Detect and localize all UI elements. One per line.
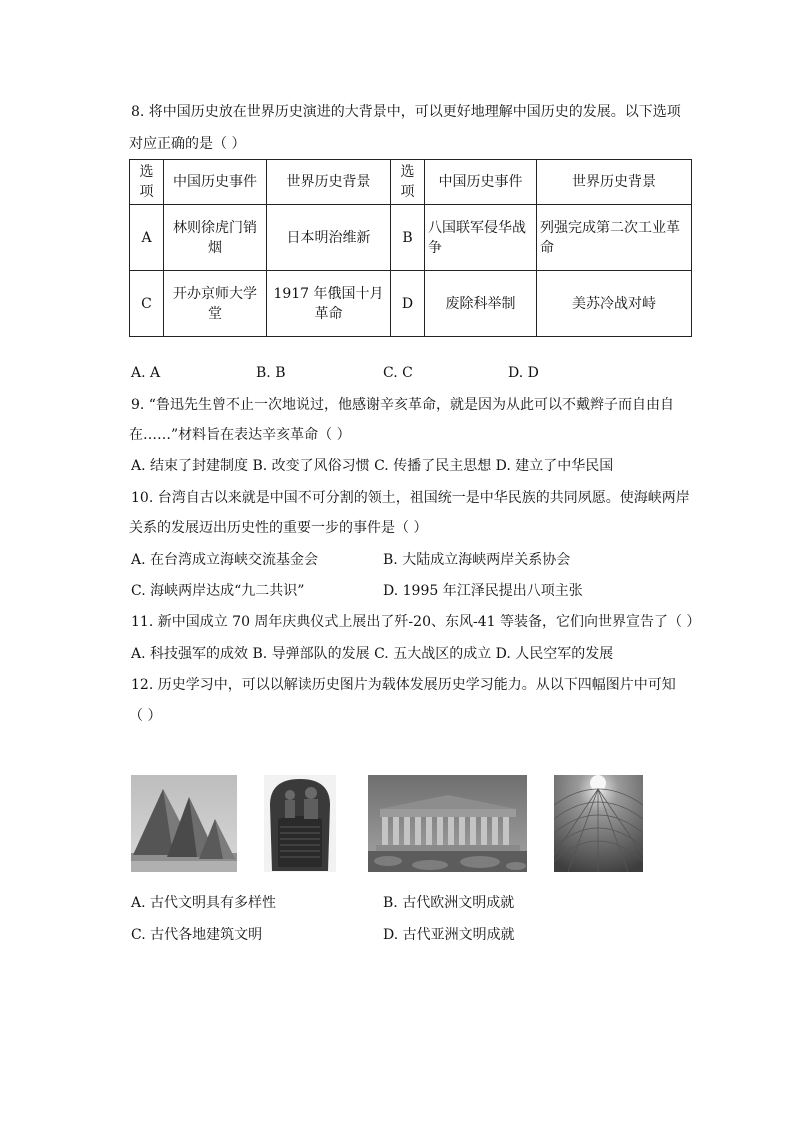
q8-option-b[interactable]: B. B [256, 365, 286, 381]
q12-option-b[interactable]: B. 古代欧洲文明成就 [383, 895, 515, 911]
table-cell: A [130, 205, 164, 271]
q11-stem: 11. 新中国成立 70 周年庆典仪式上展出了歼-20、东风-41 等装备，它们向世界宣告了（ ） [131, 614, 701, 630]
q10-option-d[interactable]: D. 1995 年江泽民提出八项主张 [383, 583, 583, 599]
table-cell: 日本明治维新 [267, 205, 391, 271]
q10-stem-line1: 10. 台湾自古以来就是中国不可分割的领土，祖国统一是中华民族的共同夙愿。使海峡两岸 [131, 490, 690, 506]
q8-stem-line1: 8. 将中国历史放在世界历史演进的大背景中，可以更好地理解中国历史的发展。以下选项 [131, 104, 681, 120]
table-cell: 美苏冷战对峙 [537, 271, 692, 337]
pantheon-dome-image [554, 775, 643, 872]
pyramids-image [131, 775, 237, 872]
q10-option-c[interactable]: C. 海峡两岸达成“九二共识” [131, 583, 305, 599]
q9-options[interactable]: A. 结束了封建制度 B. 改变了风俗习惯 C. 传播了民主思想 D. 建立了中华民国 [131, 458, 614, 474]
table-cell: 列强完成第二次工业革命 [537, 205, 692, 271]
table-header-cell: 选项 [391, 160, 425, 205]
table-header-cell: 中国历史事件 [164, 160, 267, 205]
table-cell: 废除科举制 [425, 271, 537, 337]
q12-stem-line2: （ ） [129, 708, 162, 724]
table-cell: 八国联军侵华战争 [425, 205, 537, 271]
table-cell: 开办京师大学堂 [164, 271, 267, 337]
table-header-row [130, 160, 692, 205]
table-cell: 1917 年俄国十月革命 [267, 271, 391, 337]
table-cell: C [130, 271, 164, 337]
q8-option-a[interactable]: A. A [131, 365, 161, 381]
table-row [130, 271, 692, 337]
q9-stem-line1: 9. “鲁迅先生曾不止一次地说过，他感谢辛亥革命，就是因为从此可以不戴辫子而自由自 [131, 397, 674, 413]
table-cell: 林则徐虎门销烟 [164, 205, 267, 271]
parthenon-image [368, 775, 527, 872]
hammurabi-stele-image [264, 775, 336, 872]
table-cell: D [391, 271, 425, 337]
table-header-cell: 选项 [130, 160, 164, 205]
q8-table [129, 159, 692, 337]
table-header-cell: 世界历史背景 [267, 160, 391, 205]
q12-option-d[interactable]: D. 古代亚洲文明成就 [383, 927, 515, 943]
q8-option-c[interactable]: C. C [383, 365, 413, 381]
q10-option-a[interactable]: A. 在台湾成立海峡交流基金会 [131, 552, 319, 568]
q9-stem-line2: 在……”材料旨在表达辛亥革命（ ） [129, 427, 351, 443]
q8-option-d[interactable]: D. D [508, 365, 539, 381]
table-header-cell: 中国历史事件 [425, 160, 537, 205]
q11-options[interactable]: A. 科技强军的成效 B. 导弹部队的发展 C. 五大战区的成立 D. 人民空军的发展 [131, 646, 614, 662]
table-row [130, 205, 692, 271]
q10-stem-line2: 关系的发展迈出历史性的重要一步的事件是（ ） [129, 520, 428, 536]
table-header-cell: 世界历史背景 [537, 160, 692, 205]
q12-option-c[interactable]: C. 古代各地建筑文明 [131, 927, 263, 943]
q12-stem-line1: 12. 历史学习中，可以以解读历史图片为载体发展历史学习能力。从以下四幅图片中可知 [131, 677, 676, 693]
q12-option-a[interactable]: A. 古代文明具有多样性 [131, 895, 277, 911]
q10-option-b[interactable]: B. 大陆成立海峡两岸关系协会 [383, 552, 571, 568]
q8-stem-line2: 对应正确的是（ ） [129, 136, 246, 152]
table-cell: B [391, 205, 425, 271]
